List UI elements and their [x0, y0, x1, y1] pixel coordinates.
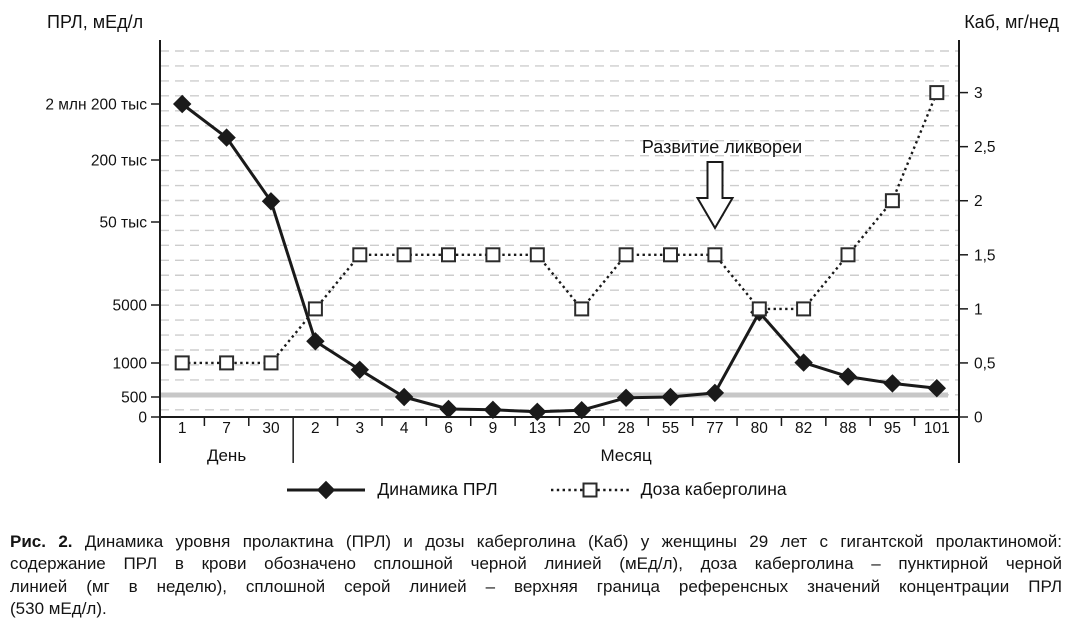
right-axis-tick-label: 0: [974, 409, 983, 427]
prl-legend-marker: [286, 480, 366, 500]
x-axis-tick-label: 1: [177, 420, 187, 437]
dose-data-point: [398, 248, 411, 261]
x-axis-tick-label: 88: [839, 420, 857, 437]
caption-line: содержание ПРЛ в крови обозначено сплошной черной линией (мЕд/л), доза каберголина – пунктирной черной: [10, 554, 1062, 574]
down-arrow-icon: [698, 162, 733, 228]
dose-data-point: [309, 302, 322, 315]
dose-data-point: [886, 194, 899, 207]
prl-data-point: [484, 401, 501, 418]
x-axis-tick-label: 7: [222, 420, 231, 437]
caption-line: (530 мЕд/л).: [10, 599, 107, 619]
square-icon: [583, 483, 596, 496]
right-axis-tick-label: 1,5: [974, 247, 996, 265]
x-axis-tick-label: 80: [750, 420, 768, 437]
x-axis-tick-label: 55: [661, 420, 680, 437]
legend-item-prl: [286, 479, 497, 500]
figure-caption: [10, 531, 1062, 621]
x-axis-group-label: День: [206, 446, 247, 465]
caption-line: линией (мг в неделю), сплошной серой линией – верхняя граница референсных значений концентрации ПРЛ: [10, 576, 1062, 596]
x-axis-tick-label: 95: [883, 420, 902, 437]
left-axis-tick-label: 0: [138, 409, 147, 427]
dotted-series-line: [182, 93, 937, 363]
dose-data-point: [708, 248, 721, 261]
dose-data-point: [797, 302, 810, 315]
legend-label-dose: Доза каберголина: [640, 479, 787, 499]
left-axis-tick-label: 200 тыс: [90, 152, 147, 170]
left-axis-tick-label: 5000: [112, 297, 147, 315]
caption-line: Рис. 2. Динамика уровня пролактина (ПРЛ) и дозы каберголина (Каб) у женщины 29 лет с гигантской пролактиномой:: [10, 532, 1062, 551]
right-axis-tick-label: 0,5: [974, 355, 996, 373]
dose-data-point: [265, 356, 278, 369]
x-axis-tick-label: 101: [923, 420, 950, 437]
dose-data-point: [664, 248, 677, 261]
dose-data-point: [486, 248, 499, 261]
annotation-text: Развитие ликвореи: [641, 137, 803, 157]
x-axis-tick-label: 77: [706, 420, 724, 437]
x-axis-tick-label: 3: [355, 420, 365, 437]
x-axis-tick-label: 9: [488, 420, 498, 437]
prl-data-point: [396, 389, 413, 406]
prl-data-point: [618, 389, 635, 406]
dose-data-point: [442, 248, 455, 261]
dose-data-point: [176, 356, 189, 369]
right-axis-tick-label: 2: [974, 193, 983, 211]
x-axis-tick-label: 30: [262, 420, 280, 437]
dose-data-point: [620, 248, 633, 261]
dose-data-point: [753, 302, 766, 315]
prl-data-point: [307, 333, 324, 350]
dose-legend-marker: [550, 480, 630, 500]
dose-data-point: [353, 248, 366, 261]
left-axis-tick-label: 1000: [112, 355, 147, 373]
x-axis-tick-label: 13: [528, 420, 546, 437]
legend-item-dose: [550, 479, 787, 500]
dose-data-point: [930, 86, 943, 99]
x-axis-group-label: Месяц: [600, 446, 652, 465]
dose-data-point: [842, 248, 855, 261]
left-axis-tick-label: 2 млн 200 тыс: [45, 96, 147, 114]
legend-label-prl: Динамика ПРЛ: [377, 479, 498, 499]
prl-data-point: [840, 368, 857, 385]
x-axis-tick-label: 82: [795, 420, 813, 437]
prl-data-point: [706, 384, 723, 401]
diamond-icon: [318, 481, 335, 498]
x-axis-tick-label: 2: [311, 420, 320, 437]
left-axis-tick-label: 50 тыс: [99, 214, 147, 232]
prl-data-point: [440, 401, 457, 418]
dose-data-point: [575, 302, 588, 315]
right-axis-title: Каб, мг/нед: [964, 12, 1059, 32]
prl-data-point: [662, 389, 679, 406]
dose-data-point: [531, 248, 544, 261]
legend: [0, 479, 1073, 500]
left-axis-tick-label: 500: [121, 389, 147, 407]
left-axis-title: ПРЛ, мЕд/л: [47, 12, 144, 32]
caption-figure-label: Рис. 2.: [10, 532, 73, 551]
right-axis-tick-label: 1: [974, 301, 983, 319]
right-axis-tick-label: 2,5: [974, 139, 996, 157]
x-axis-tick-label: 6: [444, 420, 453, 437]
prl-data-point: [884, 375, 901, 392]
x-axis-tick-label: 20: [573, 420, 591, 437]
x-axis-tick-label: 28: [617, 420, 635, 437]
dose-data-point: [220, 356, 233, 369]
x-axis-tick-label: 4: [399, 420, 409, 437]
right-axis-tick-label: 3: [974, 85, 983, 103]
prl-data-point: [351, 361, 368, 378]
